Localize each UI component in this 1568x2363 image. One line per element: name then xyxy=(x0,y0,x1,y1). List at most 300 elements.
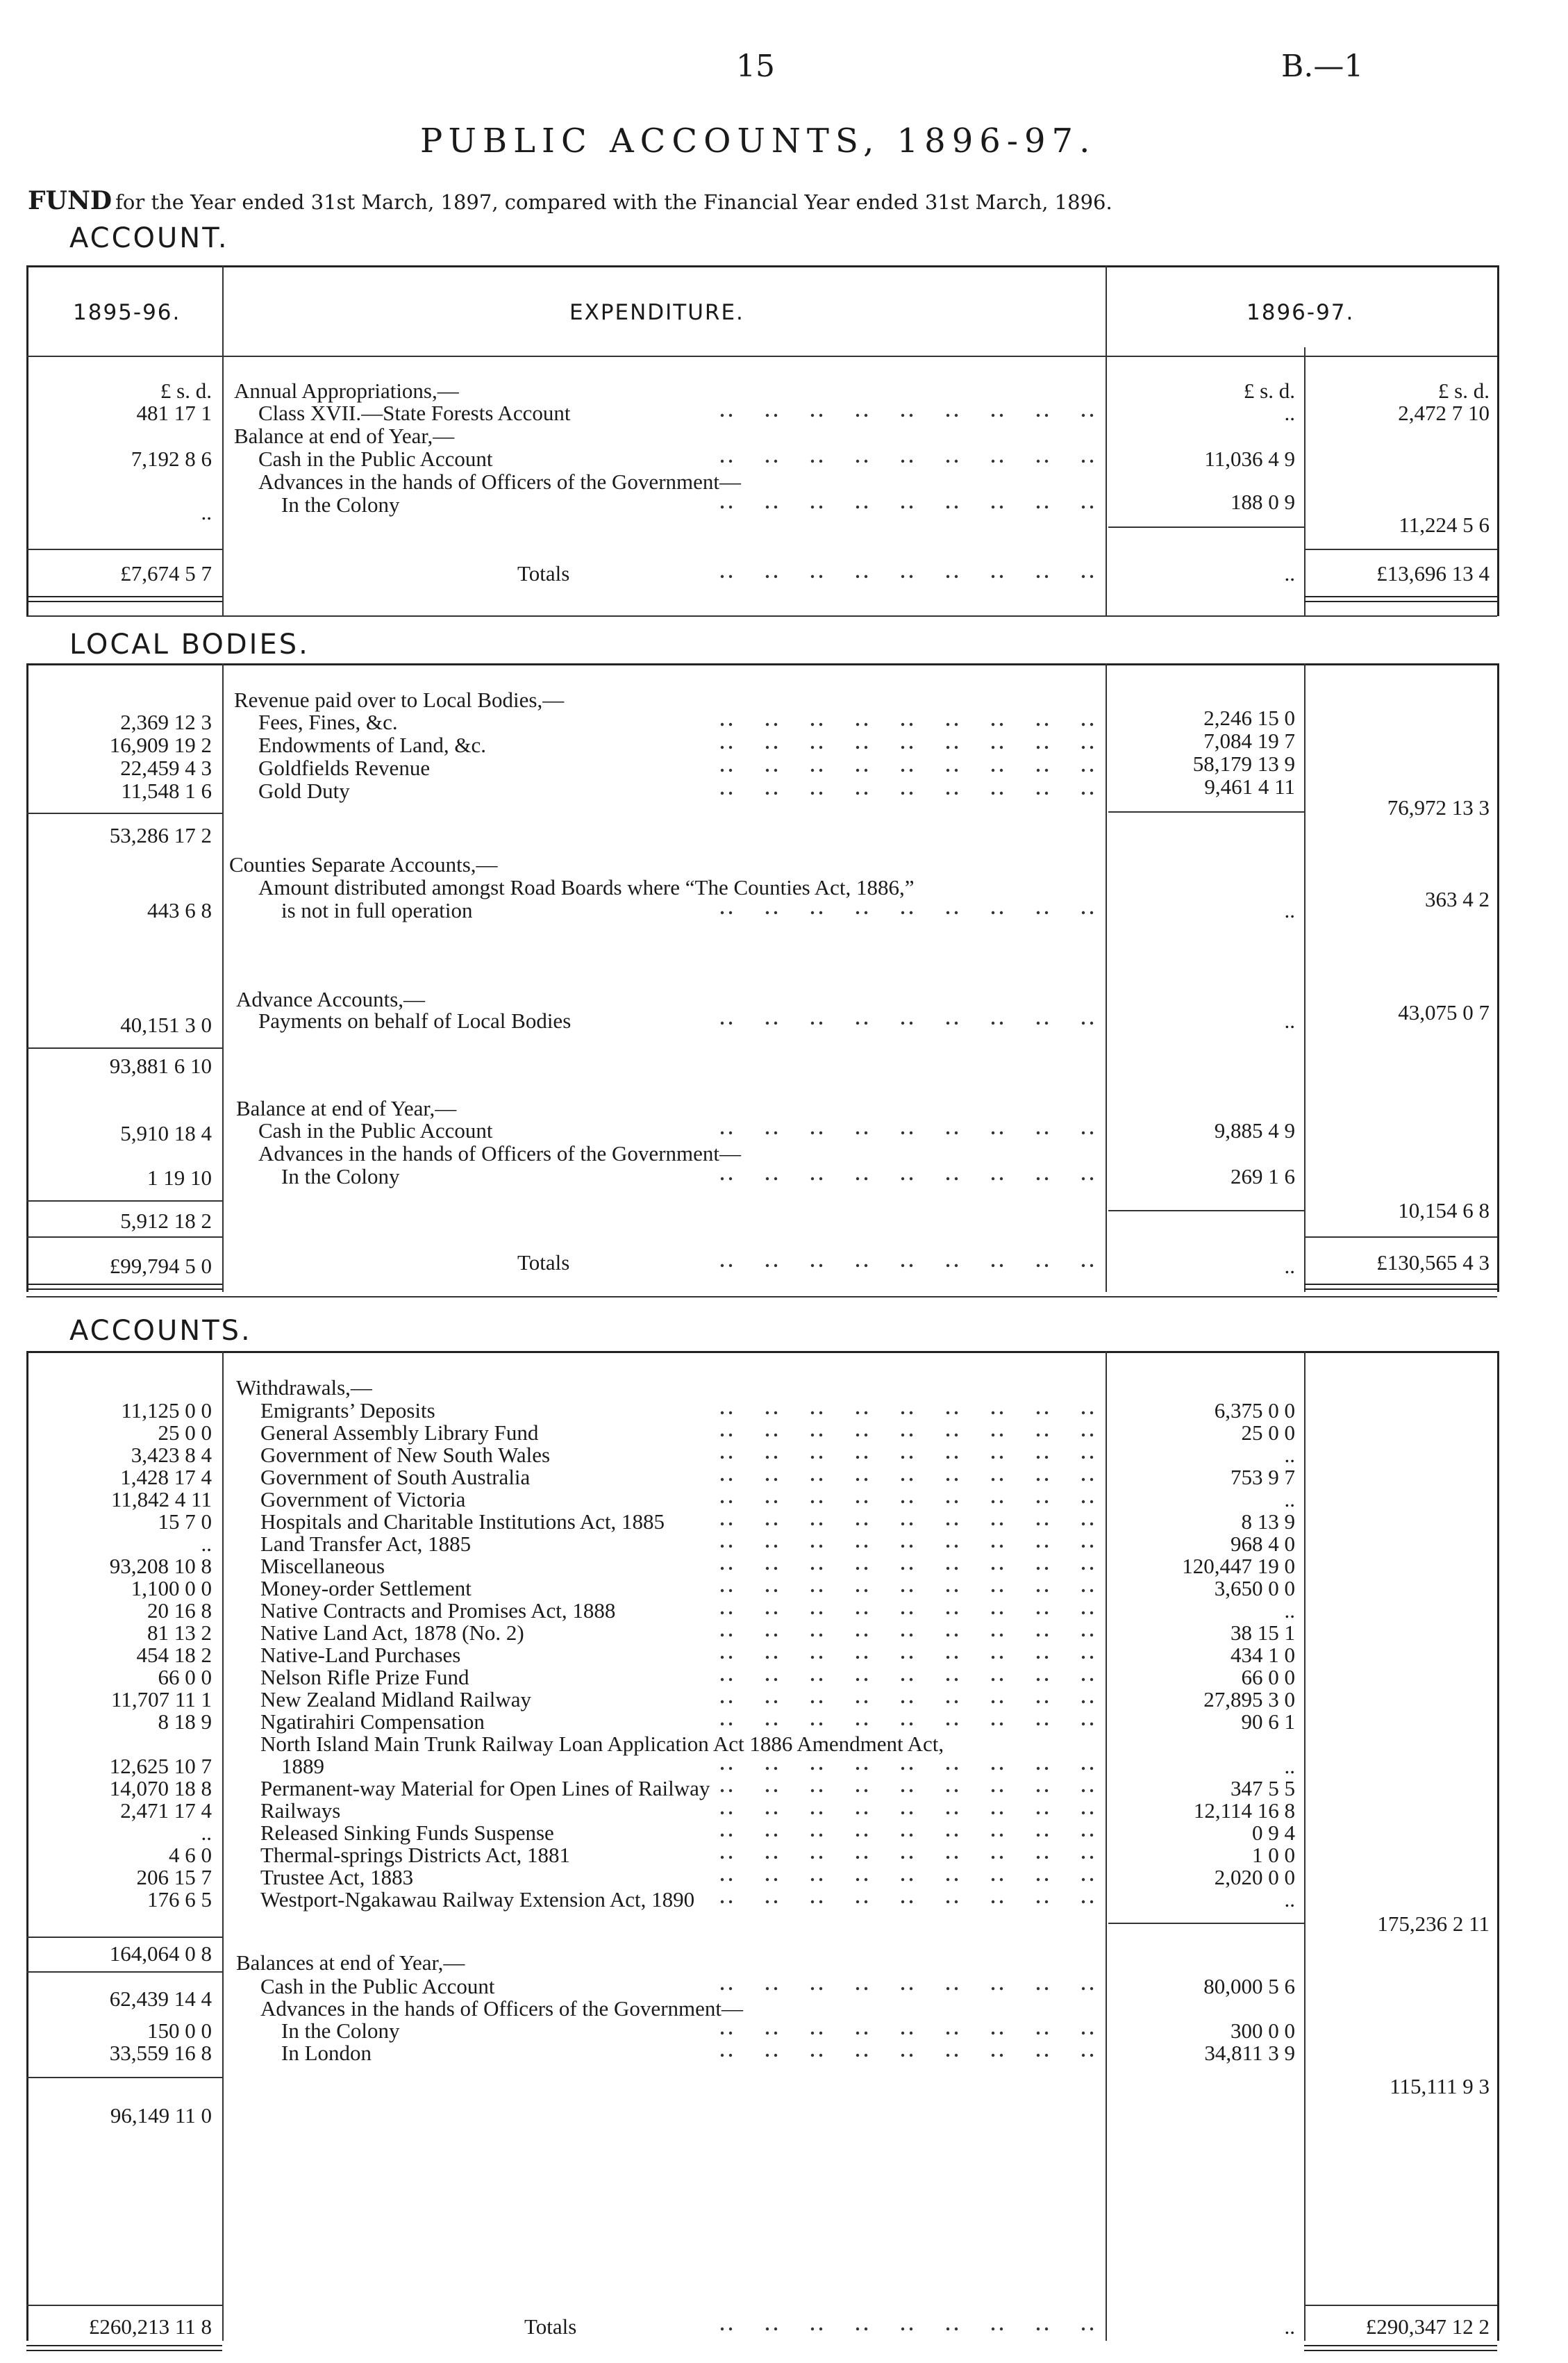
leader-dot xyxy=(729,769,732,772)
leader-dot xyxy=(766,1264,769,1267)
leader-dot xyxy=(721,769,724,772)
leader-dot xyxy=(1090,1678,1093,1681)
leader-dot xyxy=(1090,1022,1093,1025)
leader-dot xyxy=(721,1811,724,1814)
leader-dot xyxy=(1037,1567,1040,1570)
row-label: Land Transfer Act, 1885 xyxy=(260,1532,472,1556)
leader-dot xyxy=(1082,1900,1085,1903)
leader-dot xyxy=(774,575,777,578)
leader-dot xyxy=(901,1678,904,1681)
leader-dot xyxy=(865,1900,867,1903)
leader-dot xyxy=(901,1478,904,1481)
leader-dot xyxy=(955,1634,958,1636)
leader-dot xyxy=(811,1767,814,1770)
leader-dot xyxy=(1000,575,1003,578)
row-label: Balance at end of Year,— xyxy=(234,424,455,448)
leader-dot xyxy=(819,746,822,749)
leader-dot xyxy=(901,1264,904,1267)
leader-dot xyxy=(1082,1478,1085,1481)
leader-dot xyxy=(1037,746,1040,749)
leader-dot xyxy=(819,1723,822,1725)
withdrawals-total: 175,236 2 11 xyxy=(1377,1912,1490,1936)
leader-dot xyxy=(865,1500,867,1503)
detail-value: 66 0 0 xyxy=(1241,1665,1295,1689)
prior-value: 22,459 4 3 xyxy=(120,756,212,780)
balance-cash-detail: 9,885 4 9 xyxy=(1214,1118,1295,1143)
row-label: Annual Appropriations,— xyxy=(234,379,459,403)
leader-dot xyxy=(819,1500,822,1503)
detail-value: .. xyxy=(1284,1598,1295,1623)
leader-dot xyxy=(1082,1411,1085,1414)
leader-dot xyxy=(946,1987,949,1990)
leader-dot xyxy=(774,1456,777,1459)
leader-dot xyxy=(955,2054,958,2057)
leader-dot xyxy=(1090,1478,1093,1481)
leader-dot xyxy=(901,1700,904,1703)
prior-value: 1,100 0 0 xyxy=(131,1576,212,1600)
leader-dot xyxy=(992,1131,994,1134)
leader-dot xyxy=(811,1177,814,1180)
leader-dot xyxy=(1000,1264,1003,1267)
leader-dot xyxy=(992,1523,994,1525)
section-heading-local-bodies: LOCAL BODIES. xyxy=(69,629,310,661)
leader-dot xyxy=(1045,460,1048,463)
leader-dot xyxy=(901,1177,904,1180)
leader-dot xyxy=(721,2032,724,2034)
leader-dot xyxy=(729,1611,732,1614)
leader-dot xyxy=(910,414,912,417)
leader-dot xyxy=(1090,2328,1093,2330)
prior-value: 176 6 5 xyxy=(147,1887,212,1912)
leader-dot xyxy=(901,1767,904,1770)
leader-dot xyxy=(721,1789,724,1792)
leader-dot xyxy=(1000,1478,1003,1481)
leader-dot xyxy=(774,1500,777,1503)
leader-dot xyxy=(992,506,994,508)
leader-dot xyxy=(1082,1834,1085,1836)
leader-dot xyxy=(901,723,904,726)
detail-value: 347 5 5 xyxy=(1231,1776,1295,1800)
leader-dot xyxy=(1090,1900,1093,1903)
leader-dot xyxy=(992,414,994,417)
leader-dot xyxy=(992,1434,994,1436)
leader-dot xyxy=(766,460,769,463)
row-label: Railways xyxy=(260,1798,341,1823)
leader-dot xyxy=(819,1131,822,1134)
leader-dot xyxy=(1082,1656,1085,1659)
row-label: Miscellaneous xyxy=(260,1554,385,1578)
revenue-label: Revenue paid over to Local Bodies,— xyxy=(234,688,565,712)
detail-value: 58,179 13 9 xyxy=(1192,752,1295,776)
leader-dot xyxy=(946,1856,949,1859)
leader-dot xyxy=(901,1545,904,1548)
leader-dot xyxy=(819,460,822,463)
leader-dot xyxy=(811,1411,814,1414)
leader-dot xyxy=(992,1177,994,1180)
total-value: 2,472 7 10 xyxy=(1398,401,1490,425)
leader-dot xyxy=(910,1567,912,1570)
leader-dot xyxy=(955,1411,958,1414)
leader-dot xyxy=(1037,506,1040,508)
leader-dot xyxy=(766,1856,769,1859)
leader-dot xyxy=(1037,1878,1040,1881)
detail-value: 25 0 0 xyxy=(1241,1420,1295,1445)
leader-dot xyxy=(955,1545,958,1548)
leader-dot xyxy=(946,2054,949,2057)
leader-dot xyxy=(1090,575,1093,578)
leader-dot xyxy=(955,414,958,417)
units-prior: £ s. d. xyxy=(160,379,212,403)
leader-dot xyxy=(865,1789,867,1792)
detail-value: 90 6 1 xyxy=(1241,1709,1295,1734)
leader-dot xyxy=(901,1611,904,1614)
leader-dot xyxy=(992,1500,994,1503)
leader-dot xyxy=(1037,1434,1040,1436)
leader-dot xyxy=(1037,723,1040,726)
leader-dot xyxy=(946,506,949,508)
leader-dot xyxy=(811,723,814,726)
leader-dot xyxy=(910,1789,912,1792)
leader-dot xyxy=(1045,575,1048,578)
leader-dot xyxy=(901,1723,904,1725)
leader-dot xyxy=(865,1523,867,1525)
leader-dot xyxy=(1045,1456,1048,1459)
leader-dot xyxy=(946,1022,949,1025)
leader-dot xyxy=(946,2032,949,2034)
leader-dot xyxy=(1082,2328,1085,2330)
leader-dot xyxy=(1000,2328,1003,2330)
leader-dot xyxy=(856,911,859,914)
leader-dot xyxy=(766,1634,769,1636)
leader-dot xyxy=(1090,792,1093,795)
leader-dot xyxy=(865,1811,867,1814)
leader-dot xyxy=(721,1767,724,1770)
leader-dot xyxy=(729,1678,732,1681)
leader-dot xyxy=(1037,460,1040,463)
leader-dot xyxy=(1045,414,1048,417)
leader-dot xyxy=(729,746,732,749)
leader-dot xyxy=(992,2328,994,2330)
leader-dot xyxy=(1037,1678,1040,1681)
leader-dot xyxy=(856,1411,859,1414)
leader-dot xyxy=(1082,1634,1085,1636)
london-prior: 33,559 16 8 xyxy=(109,2041,212,2065)
detail-value: 434 1 0 xyxy=(1231,1643,1295,1667)
leader-dot xyxy=(1000,1789,1003,1792)
prior-value: 8 18 9 xyxy=(158,1709,212,1734)
leader-dot xyxy=(1045,1678,1048,1681)
detail-value: 0 9 4 xyxy=(1252,1821,1295,1845)
leader-dot xyxy=(721,506,724,508)
leader-dot xyxy=(1000,1723,1003,1725)
prior-value: 206 15 7 xyxy=(136,1865,212,1889)
leader-dot xyxy=(856,1789,859,1792)
leader-dot xyxy=(865,723,867,726)
leader-dot xyxy=(1082,1434,1085,1436)
leader-dot xyxy=(1090,1611,1093,1614)
leader-dot xyxy=(865,792,867,795)
leader-dot xyxy=(910,1500,912,1503)
leader-dot xyxy=(910,1878,912,1881)
colony-label: In the Colony xyxy=(281,2018,400,2043)
leader-dot xyxy=(774,1022,777,1025)
leader-dot xyxy=(856,1811,859,1814)
detail-value: 1 0 0 xyxy=(1252,1843,1295,1867)
leader-dot xyxy=(901,2032,904,2034)
leader-dot xyxy=(766,769,769,772)
leader-dot xyxy=(1082,769,1085,772)
leader-dot xyxy=(1045,1611,1048,1614)
leader-dot xyxy=(1000,1834,1003,1836)
leader-dot xyxy=(819,1634,822,1636)
leader-dot xyxy=(1082,506,1085,508)
leader-dot xyxy=(1082,1589,1085,1592)
leader-dot xyxy=(955,1856,958,1859)
leader-dot xyxy=(992,575,994,578)
leader-dot xyxy=(819,2032,822,2034)
leader-dot xyxy=(910,1264,912,1267)
leader-dot xyxy=(766,1656,769,1659)
leader-dot xyxy=(1090,506,1093,508)
leader-dot xyxy=(766,911,769,914)
leader-dot xyxy=(1045,1987,1048,1990)
leader-dot xyxy=(729,1767,732,1770)
leader-dot xyxy=(856,575,859,578)
leader-dot xyxy=(1000,723,1003,726)
leader-dot xyxy=(992,1478,994,1481)
leader-dots xyxy=(721,414,1093,2330)
detail-value: 6,375 0 0 xyxy=(1214,1398,1295,1423)
leader-dot xyxy=(1090,1264,1093,1267)
leader-dot xyxy=(766,1678,769,1681)
leader-dot xyxy=(946,1567,949,1570)
leader-dot xyxy=(1090,1411,1093,1414)
leader-dot xyxy=(766,1523,769,1525)
leader-dot xyxy=(1045,2054,1048,2057)
leader-dot xyxy=(946,1811,949,1814)
leader-dot xyxy=(819,1567,822,1570)
leader-dot xyxy=(729,414,732,417)
leader-dot xyxy=(1000,1900,1003,1903)
grand-total: £290,347 12 2 xyxy=(1365,2314,1490,2339)
prior-value: 1,428 17 4 xyxy=(120,1465,212,1489)
leader-dot xyxy=(729,1264,732,1267)
detail-value: 753 9 7 xyxy=(1231,1465,1295,1489)
row-label: Government of New South Wales xyxy=(260,1443,551,1467)
leader-dot xyxy=(774,1900,777,1903)
leader-dot xyxy=(856,723,859,726)
leader-dot xyxy=(1082,460,1085,463)
leader-dot xyxy=(766,1411,769,1414)
leader-dot xyxy=(721,1723,724,1725)
leader-dot xyxy=(729,1131,732,1134)
leader-dot xyxy=(910,1523,912,1525)
leader-dot xyxy=(955,1022,958,1025)
leader-dot xyxy=(1045,1589,1048,1592)
fund-word: FUND xyxy=(28,186,112,215)
leader-dot xyxy=(811,1700,814,1703)
leader-dot xyxy=(729,1523,732,1525)
leader-dot xyxy=(992,792,994,795)
leader-dot xyxy=(1037,1478,1040,1481)
leader-dot xyxy=(865,1022,867,1025)
leader-dot xyxy=(721,723,724,726)
leader-dot xyxy=(721,1567,724,1570)
leader-dot xyxy=(856,1834,859,1836)
leader-dot xyxy=(856,1856,859,1859)
leader-dot xyxy=(1045,506,1048,508)
detail-value: 2,020 0 0 xyxy=(1214,1865,1295,1889)
totals-label: Totals xyxy=(524,2314,577,2339)
leader-dot xyxy=(811,1811,814,1814)
detail-value: 12,114 16 8 xyxy=(1193,1798,1295,1823)
leader-dot xyxy=(766,1567,769,1570)
row-label: Native Contracts and Promises Act, 1888 xyxy=(260,1598,616,1623)
leader-dot xyxy=(1082,1678,1085,1681)
leader-dot xyxy=(910,1434,912,1436)
leader-dot xyxy=(856,1589,859,1592)
leader-dot xyxy=(729,1856,732,1859)
row-label: Hospitals and Charitable Institutions Act, 1885 xyxy=(260,1509,665,1534)
leader-dot xyxy=(865,1834,867,1836)
leader-dot xyxy=(1000,1634,1003,1636)
leader-dot xyxy=(901,1589,904,1592)
detail-value: 188 0 9 xyxy=(1231,490,1295,514)
leader-dot xyxy=(1045,1834,1048,1836)
leader-dot xyxy=(774,1767,777,1770)
balance-colony-label: In the Colony xyxy=(281,1164,400,1188)
leader-dot xyxy=(811,1478,814,1481)
leader-dot xyxy=(1090,1878,1093,1881)
leader-dot xyxy=(1045,746,1048,749)
leader-dot xyxy=(865,1177,867,1180)
leader-dot xyxy=(946,769,949,772)
leader-dot xyxy=(946,1131,949,1134)
leader-dot xyxy=(1082,1767,1085,1770)
leader-dot xyxy=(992,1545,994,1548)
leader-dot xyxy=(901,911,904,914)
leader-dot xyxy=(1090,1500,1093,1503)
leader-dot xyxy=(1000,769,1003,772)
counties-detail: .. xyxy=(1284,898,1295,922)
leader-dot xyxy=(946,1789,949,1792)
leader-dot xyxy=(1090,1767,1093,1770)
leader-dot xyxy=(1037,1634,1040,1636)
leader-dot xyxy=(774,1656,777,1659)
leader-dot xyxy=(865,1567,867,1570)
leader-dot xyxy=(1090,1456,1093,1459)
leader-dot xyxy=(774,1131,777,1134)
leader-dot xyxy=(946,1589,949,1592)
leader-dot xyxy=(901,1434,904,1436)
leader-dot xyxy=(774,1567,777,1570)
row-label: Westport-Ngakawau Railway Extension Act, 1890 xyxy=(260,1887,695,1912)
leader-dot xyxy=(811,1987,814,1990)
leader-dot xyxy=(946,1411,949,1414)
row-label: Gold Duty xyxy=(258,779,350,803)
row-label: Permanent-way Material for Open Lines of Railway xyxy=(260,1776,710,1800)
counties-prior: 443 6 8 xyxy=(147,898,212,922)
leader-dot xyxy=(901,769,904,772)
leader-dot xyxy=(865,1987,867,1990)
advance-total: 43,075 0 7 xyxy=(1398,1000,1490,1025)
leader-dot xyxy=(721,1500,724,1503)
leader-dot xyxy=(721,1656,724,1659)
row-label: Native-Land Purchases xyxy=(260,1643,461,1667)
leader-dot xyxy=(910,1177,912,1180)
leader-dot xyxy=(819,723,822,726)
leader-dot xyxy=(856,1723,859,1725)
leader-dot xyxy=(992,746,994,749)
leader-dot xyxy=(955,1523,958,1525)
leader-dot xyxy=(910,1856,912,1859)
leader-dot xyxy=(865,1611,867,1614)
prior-value: .. xyxy=(201,1532,212,1556)
leader-dot xyxy=(721,746,724,749)
leader-dot xyxy=(1090,1131,1093,1134)
leader-dot xyxy=(729,1723,732,1725)
leader-dot xyxy=(865,1878,867,1881)
leader-dot xyxy=(865,1656,867,1659)
units-total: £ s. d. xyxy=(1437,379,1490,403)
leader-dot xyxy=(1082,1131,1085,1134)
leader-dot xyxy=(901,2328,904,2330)
prior-value: 454 18 2 xyxy=(136,1643,212,1667)
leader-dot xyxy=(774,1411,777,1414)
leader-dot xyxy=(766,1589,769,1592)
leader-dot xyxy=(729,1789,732,1792)
leader-dot xyxy=(946,792,949,795)
leader-dot xyxy=(856,1500,859,1503)
leader-dot xyxy=(811,1545,814,1548)
leader-dot xyxy=(819,1789,822,1792)
prior-value: 11,842 4 11 xyxy=(111,1487,212,1511)
prior-value: 14,070 18 8 xyxy=(109,1776,212,1800)
leader-dot xyxy=(774,1811,777,1814)
col-header-current: 1896-97. xyxy=(1246,300,1355,325)
leader-dot xyxy=(1045,1177,1048,1180)
leader-dot xyxy=(721,1456,724,1459)
leader-dot xyxy=(1000,1611,1003,1614)
leader-dot xyxy=(819,1834,822,1836)
leader-dot xyxy=(819,1022,822,1025)
row-label: Government of Victoria xyxy=(260,1487,466,1511)
leader-dot xyxy=(946,1500,949,1503)
leader-dot xyxy=(766,414,769,417)
leader-dot xyxy=(856,1456,859,1459)
leader-dot xyxy=(856,2328,859,2330)
leader-dot xyxy=(1037,2054,1040,2057)
leader-dot xyxy=(811,2054,814,2057)
balance-prior-total: 5,912 18 2 xyxy=(120,1209,212,1233)
leader-dot xyxy=(774,1523,777,1525)
leader-dot xyxy=(729,1500,732,1503)
leader-dot xyxy=(774,1589,777,1592)
page-title: PUBLIC ACCOUNTS, 1896-97. xyxy=(420,122,1096,160)
leader-dot xyxy=(766,1767,769,1770)
leader-dot xyxy=(1090,746,1093,749)
leader-dot xyxy=(1082,911,1085,914)
row-sublabel: Cash in the Public Account xyxy=(258,447,493,471)
leader-dot xyxy=(856,1567,859,1570)
leader-dot xyxy=(766,1022,769,1025)
leader-dot xyxy=(910,1700,912,1703)
leader-dot xyxy=(1000,1131,1003,1134)
leader-dot xyxy=(910,506,912,508)
leader-dot xyxy=(811,1456,814,1459)
leader-dot xyxy=(819,414,822,417)
leader-dot xyxy=(721,1589,724,1592)
